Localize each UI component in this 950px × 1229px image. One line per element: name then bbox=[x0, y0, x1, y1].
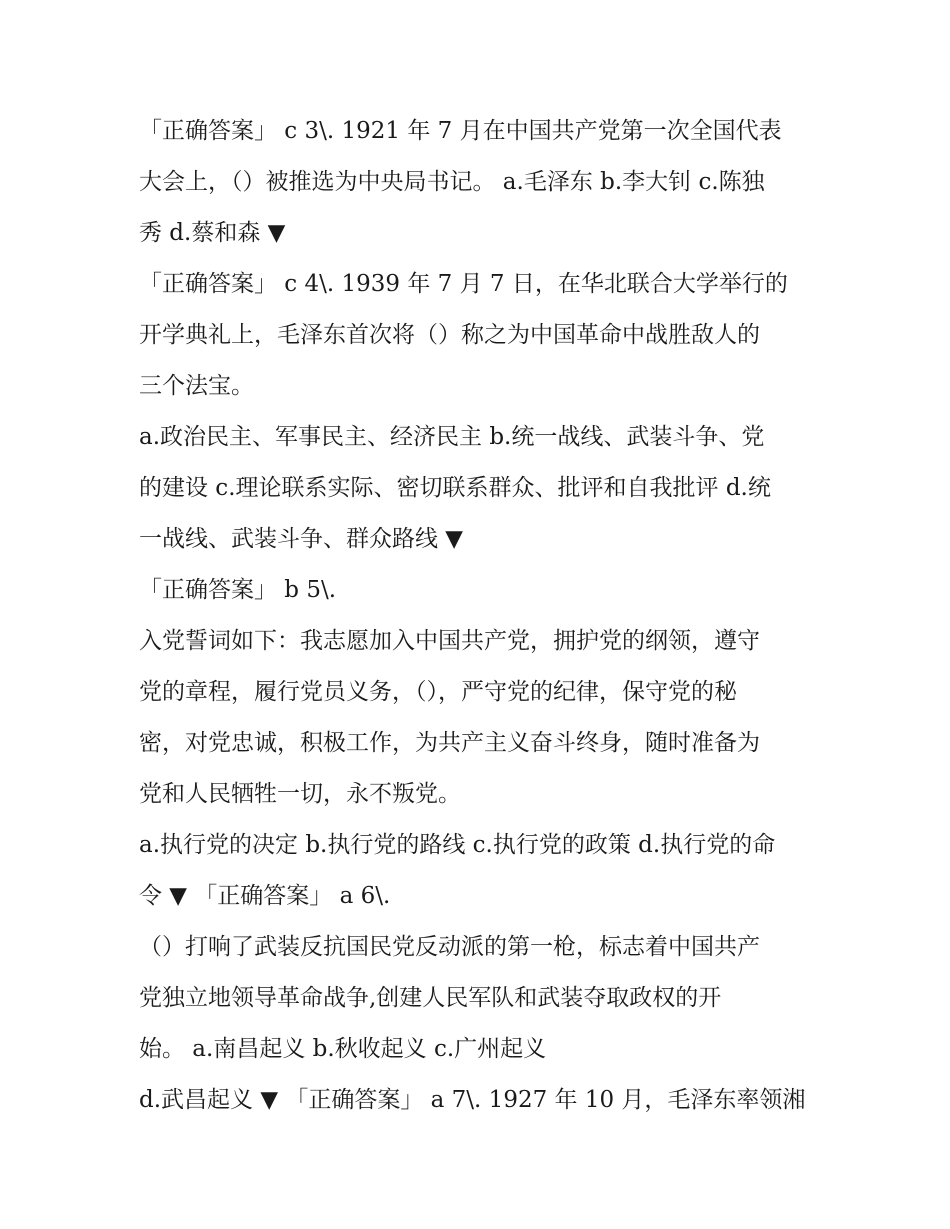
text-line: 大会上，（）被推选为中央局书记。 a.毛泽东 b.李大钊 c.陈独 bbox=[139, 169, 765, 195]
text-line: 开学典礼上，毛泽东首次将（）称之为中国革命中战胜敌人的 bbox=[139, 322, 760, 348]
text-line: （）打响了武装反抗国民党反动派的第一枪，标志着中国共产 bbox=[139, 934, 760, 960]
text-line: 令 ▼ 「正确答案」 a 6\. bbox=[139, 883, 391, 909]
text-line: 的建设 c.理论联系实际、密切联系群众、批评和自我批评 d.统 bbox=[139, 475, 771, 501]
text-line: 入党誓词如下：我志愿加入中国共产党，拥护党的纲领，遵守 bbox=[139, 628, 760, 654]
text-line: 党和人民牺牲一切，永不叛党。 bbox=[139, 781, 461, 807]
text-line: 「正确答案」 c 3\. 1921 年 7 月在中国共产党第一次全国代表 bbox=[139, 118, 782, 144]
text-line: d.武昌起义 ▼ 「正确答案」 a 7\. 1927 年 10 月，毛泽东率领湘 bbox=[139, 1087, 806, 1113]
document-page bbox=[139, 106, 819, 1126]
text-line: 三个法宝。 bbox=[139, 373, 254, 399]
text-line: 党独立地领导革命战争,创建人民军队和武装夺取政权的开 bbox=[139, 985, 722, 1011]
text-line: a.执行党的决定 b.执行党的路线 c.执行党的政策 d.执行党的命 bbox=[139, 832, 776, 858]
text-line: a.政治民主、军事民主、经济民主 b.统一战线、武装斗争、党 bbox=[139, 424, 765, 450]
text-line: 秀 d.蔡和森 ▼ bbox=[139, 220, 286, 246]
text-line: 一战线、武装斗争、群众路线 ▼ bbox=[139, 526, 463, 552]
text-line: 密，对党忠诚，积极工作，为共产主义奋斗终身，随时准备为 bbox=[139, 730, 760, 756]
text-line: 始。 a.南昌起义 b.秋收起义 c.广州起义 bbox=[139, 1036, 547, 1062]
text-line: 党的章程，履行党员义务，（），严守党的纪律，保守党的秘 bbox=[139, 679, 737, 705]
text-line: 「正确答案」 b 5\. bbox=[139, 577, 337, 603]
text-line: 「正确答案」 c 4\. 1939 年 7 月 7 日，在华北联合大学举行的 bbox=[139, 271, 788, 297]
